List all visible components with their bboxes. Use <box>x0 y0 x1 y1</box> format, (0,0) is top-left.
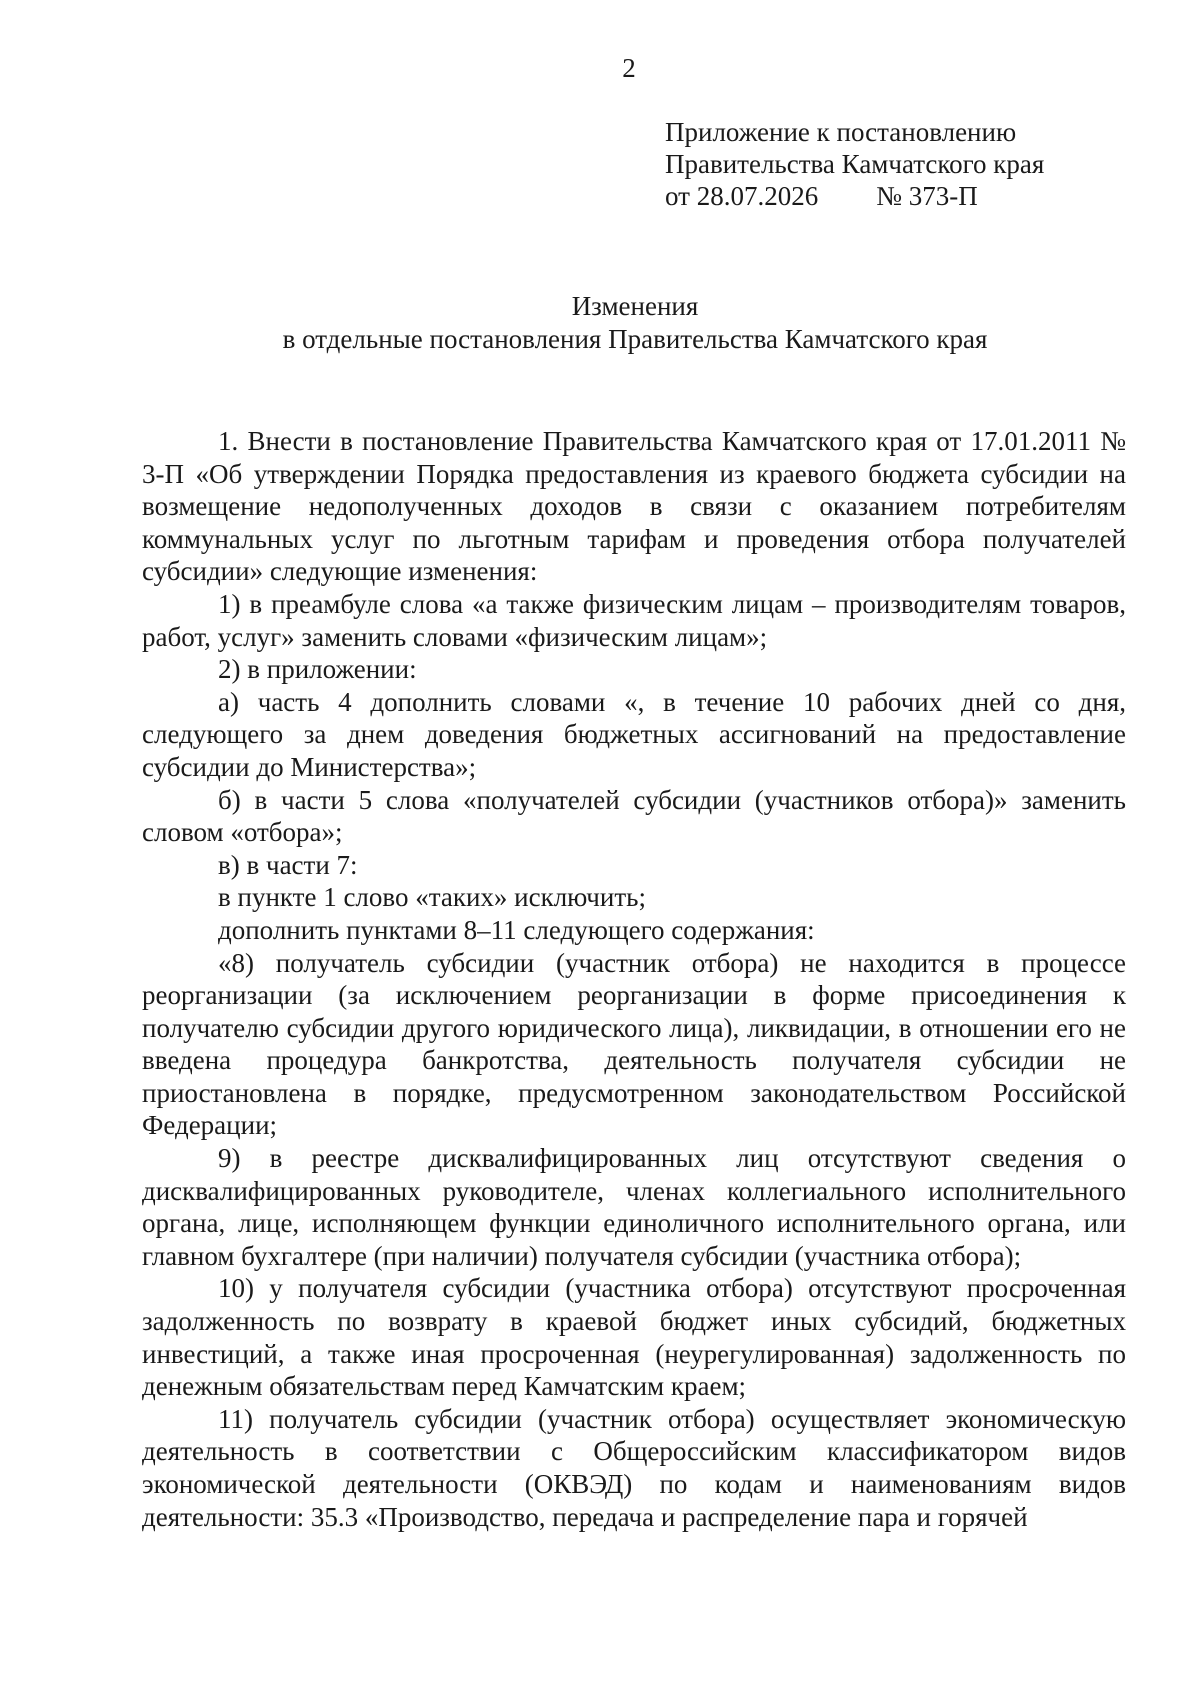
appendix-line: Приложение к постановлению <box>665 117 1017 147</box>
paragraph: а) часть 4 дополнить словами «, в течение 10 рабочих дней со дня, следующего за днем доведения бюджетных ассигнований на предоставление субсидии до Министерства»; <box>142 686 1126 782</box>
paragraph: «8) получатель субсидии (участник отбора) не находится в процессе реорганизации (за исключением реорганизации в форме присоединения к получателю субсидии другого юридического лица), ликвидации, в отношении его не введена процедура банкротства, деятельность получателя субсидии не приостановлена в порядке, предусмотренном законодательством Российской Федерации; <box>142 947 1126 1141</box>
paragraph: в пункте 1 слово «таких» исключить; <box>218 882 646 913</box>
heading-title: Изменения <box>571 291 699 321</box>
paragraph: 10) у получателя субсидии (участника отбора) отсутствуют просроченная задолженность по возврату в краевой бюджет иных субсидий, бюджетных инвестиций, а также иная просроченная (неурегулированная) задолженность по денежным обязательствам перед Камчатским краем; <box>142 1273 1126 1402</box>
paragraph: б) в части 5 слова «получателей субсидии (участников отбора)» заменить словом «отбора»; <box>142 784 1126 848</box>
appendix-line: Правительства Камчатского края <box>665 149 1045 179</box>
page-number: 2 <box>622 53 636 83</box>
appendix-block <box>665 116 1125 212</box>
document-heading <box>140 290 1130 356</box>
heading-subtitle: в отдельные постановления Правительства Камчатского края <box>282 324 988 354</box>
appendix-date-line <box>665 180 1125 212</box>
paragraph: 11) получатель субсидии (участник отбора) осуществляет экономическую деятельность в соответствии с Общероссийским классификатором видов экономической деятельности (ОКВЭД) по кодам и наименованиям видов деятельности: 35.3 «Производство, передача и распределение пара и горячей <box>142 1403 1126 1532</box>
paragraph: 1) в преамбуле слова «а также физическим лицам – производителям товаров, работ, услуг» заменить словами «физическим лицам»; <box>142 588 1126 652</box>
document-body <box>142 425 1126 1533</box>
paragraph: 1. Внести в постановление Правительства Камчатского края от 17.01.2011 № 3-П «Об утверждении Порядка предоставления из краевого бюджета субсидии на возмещение недополученных доходов в связи с оказанием потребителям коммунальных услуг по льготным тарифам и проведения отбора получателей субсидии» следующие изменения: <box>142 426 1126 587</box>
paragraph: 2) в приложении: <box>218 654 417 685</box>
appendix-date: от 28.07.2026 <box>665 181 819 211</box>
paragraph: 9) в реестре дисквалифицированных лиц отсутствуют сведения о дисквалифицированных руководителе, членах коллегиального исполнительного органа, лице, исполняющем функции единоличного исполнительного органа, или главном бухгалтере (при наличии) получателя субсидии (участника отбора); <box>142 1143 1126 1271</box>
appendix-number: № 373-П <box>876 181 978 211</box>
paragraph: в) в части 7: <box>218 849 358 880</box>
paragraph: дополнить пунктами 8–11 следующего содержания: <box>218 914 815 945</box>
